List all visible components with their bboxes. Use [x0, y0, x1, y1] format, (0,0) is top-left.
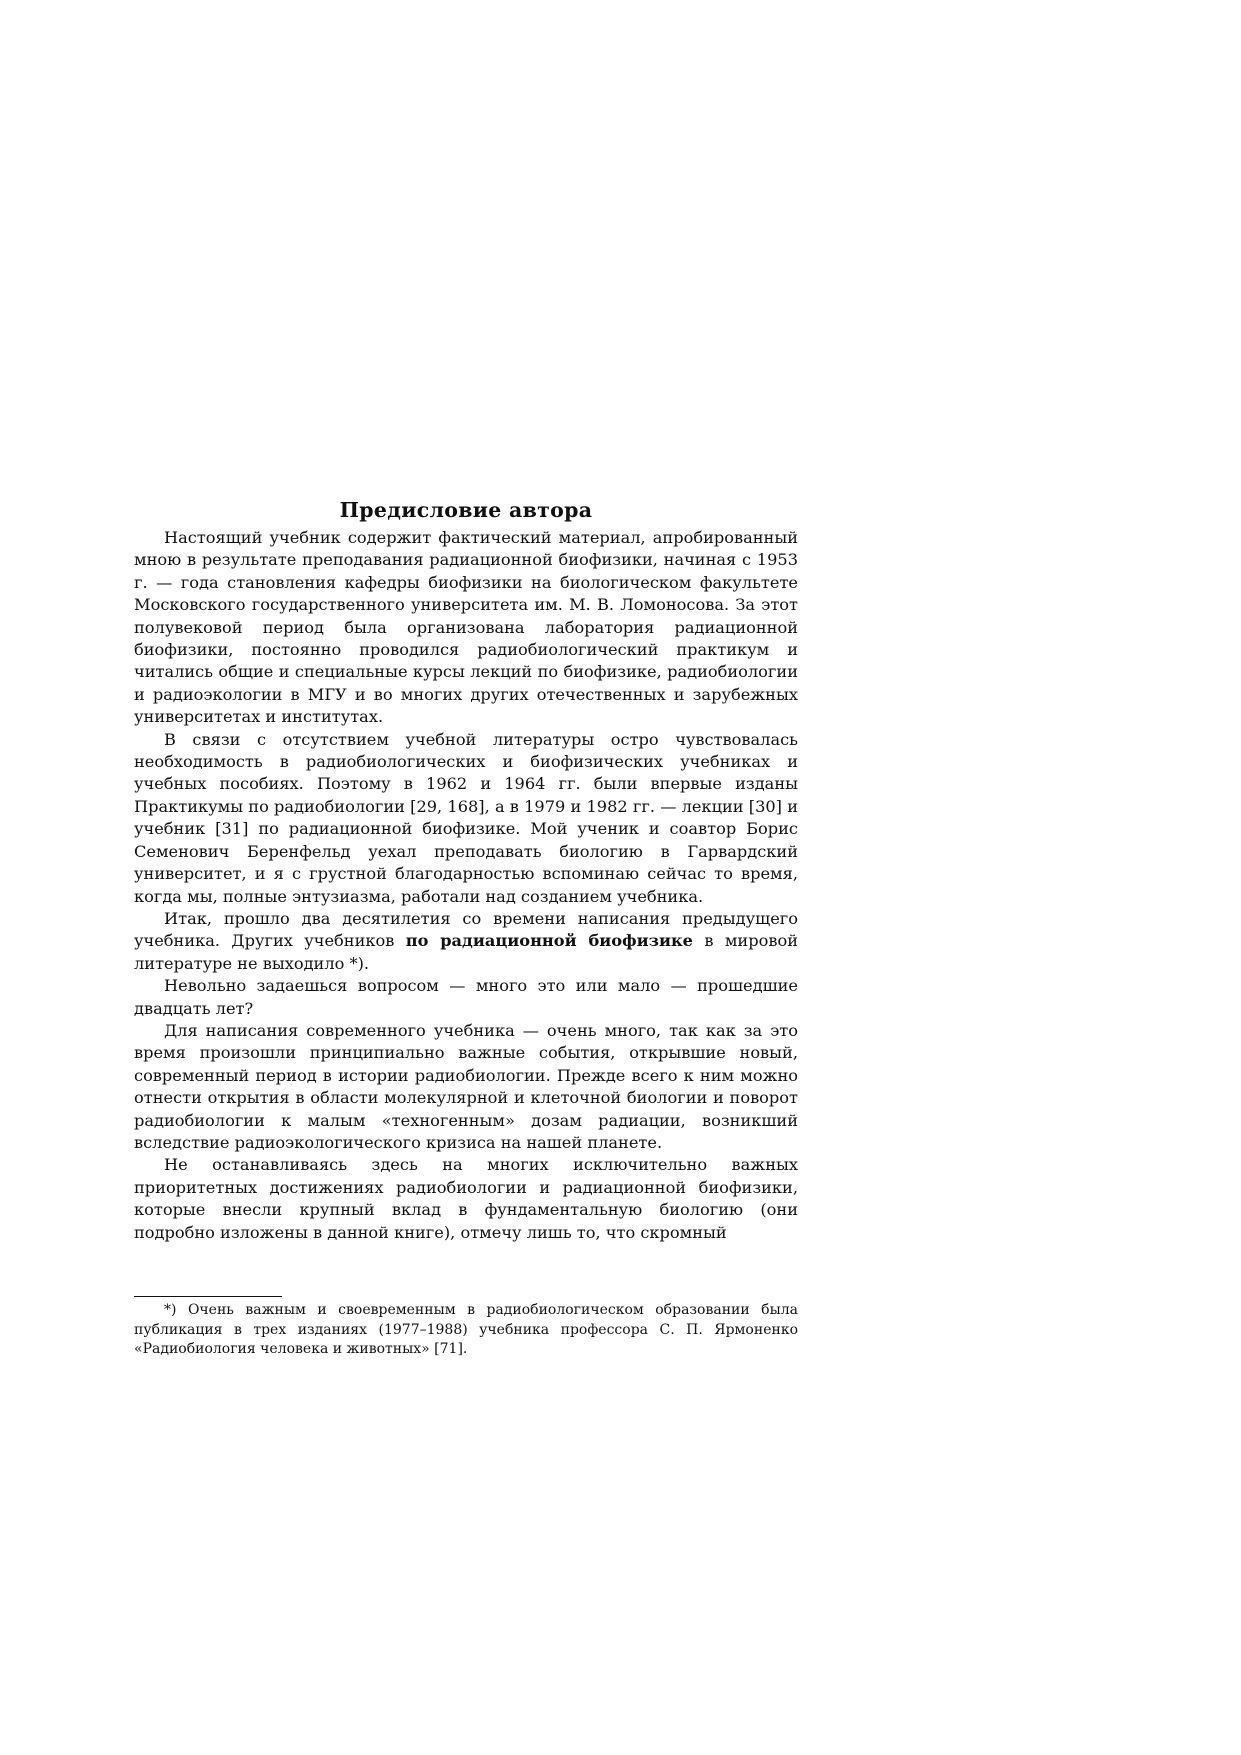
- main-text: [134, 497, 798, 1244]
- paragraph-2: В связи с отсутствием учебной литературы остро чувствовалась необходимость в радиобиологических и биофизических учебниках и учебных пособиях. Поэтому в 1962 и 1964 гг. были впервые изданы Практикумы по радиобиологии [29, 168], а в 1979 и 1982 гг. — лекции [30] и учебник [31] по радиационной биофизике. Мой ученик и соавтор Борис Семенович Беренфельд уехал преподавать биологию в Гарвардский университет, и я с грустной благодарностью вспоминаю сейчас то время, когда мы, полные энтузиазма, работали над созданием учебника.: [134, 729, 798, 906]
- page-title: Предисловие автора: [339, 498, 593, 522]
- paragraph-1: Настоящий учебник содержит фактический материал, апробированный мною в результате преподавания радиационной биофизики, начиная с 1953 г. — года становления кафедры биофизики на биологическом факультете Московского государственного университета им. М. В. Ломоносова. За этот полувековой период была организована лаборатория радиационной биофизики, постоянно проводился радиобиологический практикум и читались общие и специальные курсы лекций по биофизике, радиобиологии и радиоэкологии в МГУ и во многих других отечественных и зарубежных университетах и институтах.: [134, 528, 798, 727]
- paragraph-3-end: в мировой литературе не выходило: [134, 931, 798, 973]
- footnote-divider: [134, 1296, 282, 1297]
- footnote: *) Очень важным и своевременным в радиобиологическом образовании была публикация в трех изданиях (1977–1988) учебника профессора С. П. Ярмоненко «Радиобиология человека и животных» [71].: [134, 1302, 798, 1357]
- paragraph-4: Невольно задаешься вопросом — много это или мало — прошедшие двадцать лет?: [134, 976, 798, 1018]
- paragraph-3-emphasis: по радиационной биофизике: [405, 931, 693, 951]
- paragraph-5: Для написания современного учебника — очень много, так как за это время произошли принципиально важные события, открывшие новый, современный период в истории радиобиологии. Прежде всего к ним можно отнести открытия в области молекулярной и клеточной биологии и поворот радиобиологии к малым «техногенным» дозам радиации, возникший вследствие радиоэкологического кризиса на нашей планете.: [134, 1020, 798, 1152]
- footnote-reference: *).: [349, 953, 370, 973]
- paragraph-6: Не останавливаясь здесь на многих исключительно важных приоритетных достижениях радиобиологии и радиационной биофизики, которые внесли крупный вклад в фундаментальную биологию (они подробно изложены в данной книге), отмечу лишь то, что скромный: [134, 1155, 798, 1242]
- paragraph-3: [134, 908, 798, 975]
- paragraph-3-start: Итак, прошло два десятилетия со времени написания предыдущего учебника. Других учебников: [134, 908, 798, 951]
